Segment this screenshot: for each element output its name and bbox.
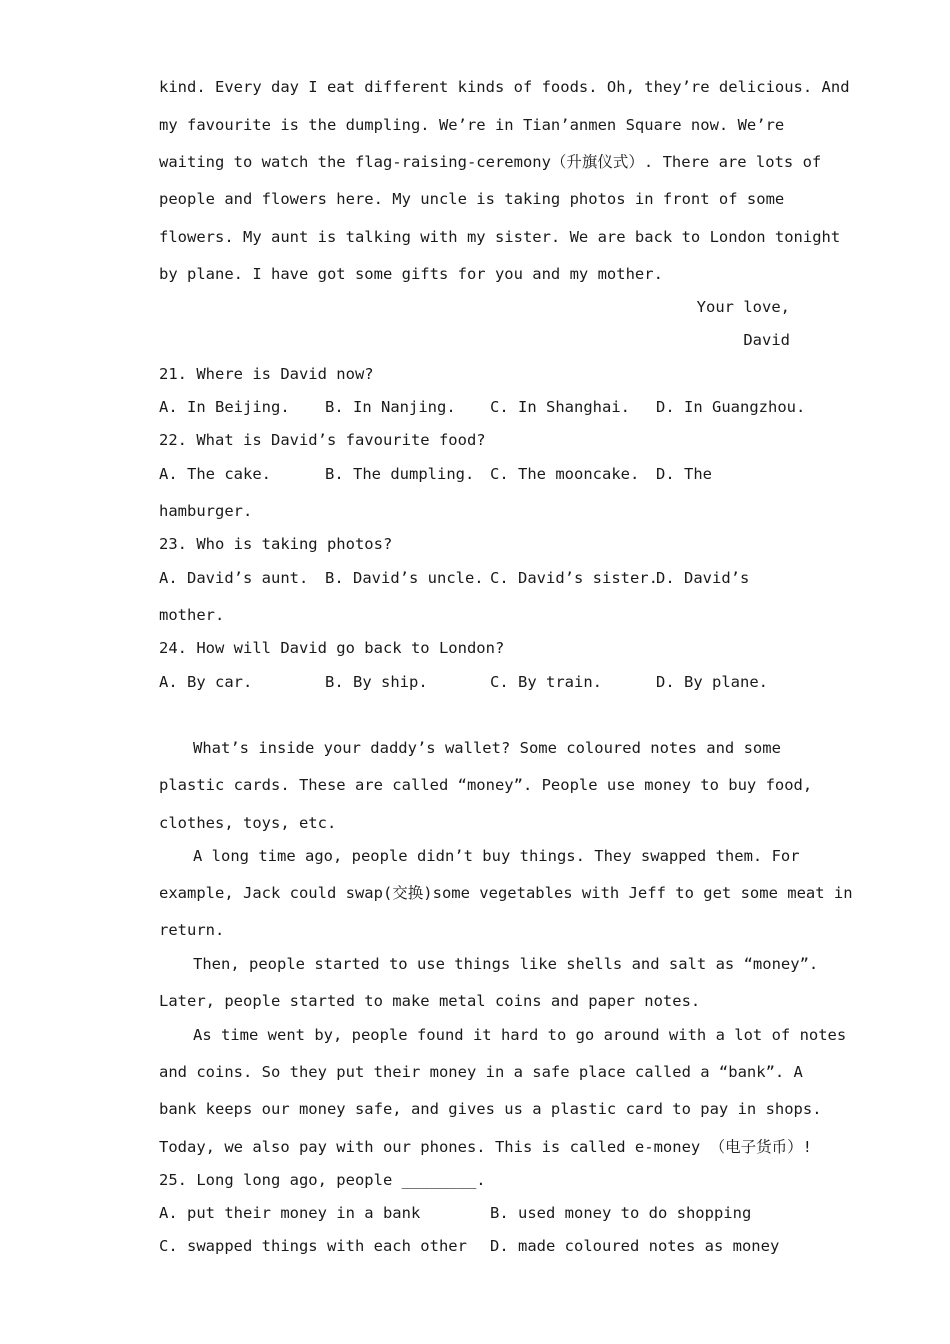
question-23: 23. Who is taking photos? <box>159 535 393 553</box>
option-25-a: A. put their money in a bank <box>159 1204 421 1222</box>
option-23-c: C. David’s sister. <box>490 569 658 587</box>
letter-signature: David <box>743 331 790 349</box>
letter-line: flowers. My aunt is talking with my sister. We are back to London tonight <box>159 228 841 246</box>
option-25-d: D. made coloured notes as money <box>490 1237 780 1255</box>
option-21-c: C. In Shanghai. <box>490 398 630 416</box>
letter-line: my favourite is the dumpling. We’re in Tian’anmen Square now. We’re <box>159 116 785 134</box>
passage-line: A long time ago, people didn’t buy things. They swapped them. For <box>193 847 800 865</box>
option-21-b: B. In Nanjing. <box>325 398 456 416</box>
passage-line: Later, people started to make metal coins and paper notes. <box>159 992 701 1010</box>
option-23-a: A. David’s aunt. <box>159 569 309 587</box>
passage-line: Today, we also pay with our phones. This is called e-money （电子货币）! <box>159 1138 812 1156</box>
option-22-d-wrap: hamburger. <box>159 502 253 520</box>
option-23-b: B. David’s uncle. <box>325 569 484 587</box>
option-24-b: B. By ship. <box>325 673 428 691</box>
letter-line: by plane. I have got some gifts for you and my mother. <box>159 265 663 283</box>
passage-line: plastic cards. These are called “money”. People use money to buy food, <box>159 776 813 794</box>
passage-line: Then, people started to use things like shells and salt as “money”. <box>193 955 819 973</box>
option-21-d: D. In Guangzhou. <box>656 398 806 416</box>
option-25-c: C. swapped things with each other <box>159 1237 467 1255</box>
option-22-d: D. The <box>656 465 712 483</box>
option-21-a: A. In Beijing. <box>159 398 290 416</box>
passage-line: and coins. So they put their money in a safe place called a “bank”. A <box>159 1063 803 1081</box>
option-23-d: D. David’s <box>656 569 750 587</box>
letter-closing: Your love, <box>696 298 790 316</box>
passage-line: example, Jack could swap(交换)some vegetables with Jeff to get some meat in <box>159 884 853 902</box>
letter-line: people and flowers here. My uncle is taking photos in front of some <box>159 190 785 208</box>
question-24: 24. How will David go back to London? <box>159 639 505 657</box>
option-22-c: C. The mooncake. <box>490 465 640 483</box>
passage-line: clothes, toys, etc. <box>159 814 337 832</box>
passage-line: As time went by, people found it hard to go around with a lot of notes <box>193 1026 847 1044</box>
option-24-d: D. By plane. <box>656 673 768 691</box>
question-25: 25. Long long ago, people ________. <box>159 1171 486 1189</box>
question-21: 21. Where is David now? <box>159 365 374 383</box>
option-22-b: B. The dumpling. <box>325 465 475 483</box>
passage-line: return. <box>159 921 225 939</box>
letter-line: kind. Every day I eat different kinds of foods. Oh, they’re delicious. And <box>159 78 850 96</box>
option-24-a: A. By car. <box>159 673 253 691</box>
letter-line: waiting to watch the flag-raising-ceremony（升旗仪式）. There are lots of <box>159 153 822 171</box>
option-25-b: B. used money to do shopping <box>490 1204 752 1222</box>
option-23-d-wrap: mother. <box>159 606 225 624</box>
passage-line: bank keeps our money safe, and gives us a plastic card to pay in shops. <box>159 1100 822 1118</box>
option-22-a: A. The cake. <box>159 465 271 483</box>
passage-line: What’s inside your daddy’s wallet? Some coloured notes and some <box>193 739 781 757</box>
question-22: 22. What is David’s favourite food? <box>159 431 486 449</box>
option-24-c: C. By train. <box>490 673 602 691</box>
